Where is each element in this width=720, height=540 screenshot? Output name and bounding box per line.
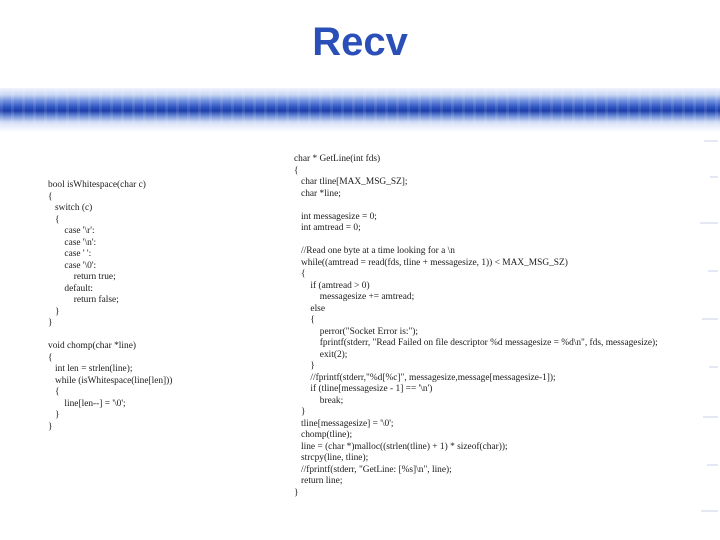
code-line: switch (c) [48,203,93,213]
code-line: } [48,421,53,432]
code-block-getline [294,154,658,499]
code-line: exit(2); [294,349,348,360]
code-line: //Read one byte at a time looking for a \n [294,246,455,256]
code-line: } [48,306,60,317]
header-band-texture [0,88,720,126]
code-line: line = (char *)malloc((strlen(tline) + 1) * sizeof(char)); [294,441,508,452]
side-decoration [696,130,720,540]
code-line: break; [294,395,344,406]
code-line: case ' ': [48,249,92,259]
code-line: if (tline[messagesize - 1] == '\n') [294,384,433,394]
code-line: case '\r': [48,226,95,236]
code-line [294,235,658,247]
code-line: { [294,315,315,325]
code-line: if (amtread > 0) [294,280,370,291]
code-line: while (isWhitespace(line[len])) [48,375,173,386]
code-line: return line; [294,476,343,486]
code-line: { [48,191,53,202]
code-line: } [48,410,60,420]
code-line: case '\0': [48,260,97,271]
code-line [294,200,658,212]
code-line: return false; [48,295,119,305]
code-line: return true; [48,272,116,282]
code-line: { [294,269,306,279]
code-line: case '\n': [48,237,97,248]
code-line: chomp(tline); [294,430,353,440]
code-block-whitespace-chomp [48,180,172,433]
code-line: int messagesize = 0; [294,211,377,222]
code-line: bool isWhitespace(char c) [48,180,146,190]
code-line: { [48,214,60,225]
slide-title: Recv [312,20,408,64]
code-line: fprintf(stderr, "Read Failed on file descriptor %d messagesize = %d\n", fds, messagesize); [294,338,658,348]
code-line: { [294,165,299,176]
code-line: } [294,361,315,371]
code-line: perror("Socket Error is:"); [294,326,419,337]
code-line: { [48,352,53,363]
code-line: } [294,407,306,417]
code-line [48,330,172,342]
code-line: //fprintf(stderr,"%d[%c]", messagesize,message[messagesize-1]); [294,372,556,383]
code-line: line[len--] = '\0'; [48,398,126,409]
code-line: } [48,318,53,328]
header-band-fade [0,124,720,132]
code-line: { [48,387,60,397]
code-line: //fprintf(stderr, "GetLine: [%s]\n", line); [294,464,452,475]
code-line: while((amtread = read(fds, tline + messagesize, 1)) < MAX_MSG_SZ) [294,257,568,268]
code-line: else [294,303,325,314]
code-line: char * GetLine(int fds) [294,154,381,164]
code-line: int len = strlen(line); [48,364,133,374]
code-line: strcpy(line, tline); [294,453,369,463]
code-line: int amtread = 0; [294,223,361,233]
code-line: tline[messagesize] = '\0'; [294,418,394,429]
code-line: } [294,487,299,498]
code-line: void chomp(char *line) [48,341,136,351]
code-line: default: [48,283,94,294]
code-line: char tline[MAX_MSG_SZ]; [294,177,408,187]
code-line: char *line; [294,188,341,199]
code-line: messagesize += amtread; [294,292,415,302]
